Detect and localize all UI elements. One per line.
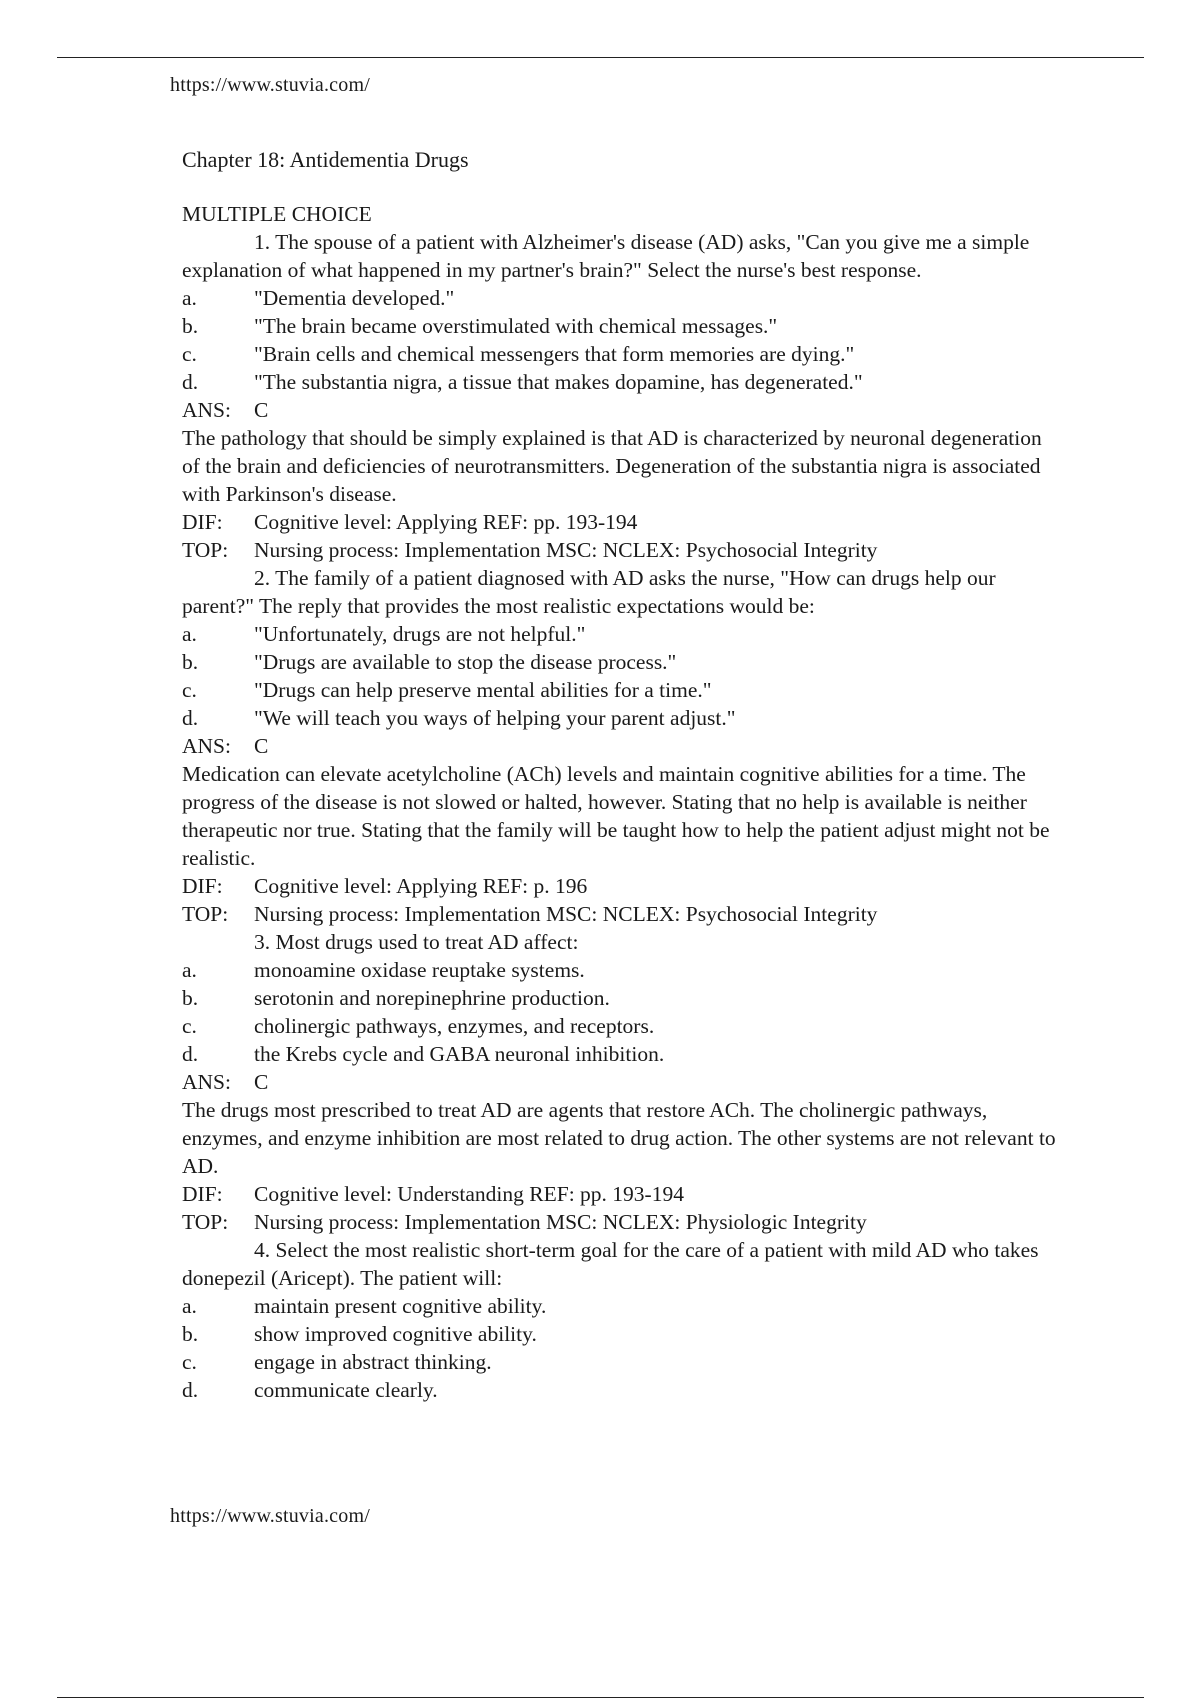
question-3 bbox=[182, 928, 1062, 1236]
option-a bbox=[182, 284, 1062, 312]
dif-value: Cognitive level: Applying REF: p. 196 bbox=[254, 874, 588, 898]
option-letter: c. bbox=[182, 342, 197, 366]
chapter-title: Chapter 18: Antidementia Drugs bbox=[182, 147, 469, 172]
answer-line bbox=[182, 732, 1062, 760]
option-c bbox=[182, 1012, 1062, 1040]
top-value: Nursing process: Implementation MSC: NCLEX: Psychosocial Integrity bbox=[254, 538, 878, 562]
answer-label: ANS: bbox=[182, 734, 231, 758]
option-b bbox=[182, 1320, 1062, 1348]
option-text: show improved cognitive ability. bbox=[254, 1322, 537, 1346]
dif-label: DIF: bbox=[182, 1182, 223, 1206]
option-letter: b. bbox=[182, 650, 199, 674]
dif-label: DIF: bbox=[182, 874, 223, 898]
dif-value: Cognitive level: Applying REF: pp. 193-194 bbox=[254, 510, 638, 534]
dif-line bbox=[182, 508, 1062, 536]
top-label: TOP: bbox=[182, 902, 229, 926]
document-body bbox=[182, 200, 1062, 1404]
option-b bbox=[182, 312, 1062, 340]
top-line bbox=[182, 536, 1062, 564]
dif-value: Cognitive level: Understanding REF: pp. 193-194 bbox=[254, 1182, 684, 1206]
answer-value: C bbox=[254, 734, 269, 758]
option-text: cholinergic pathways, enzymes, and receptors. bbox=[254, 1014, 655, 1038]
option-text: the Krebs cycle and GABA neuronal inhibition. bbox=[254, 1042, 665, 1066]
section-label: MULTIPLE CHOICE bbox=[182, 202, 372, 226]
option-text: "Drugs can help preserve mental abilities for a time." bbox=[254, 678, 712, 702]
top-label: TOP: bbox=[182, 1210, 229, 1234]
rationale: The pathology that should be simply explained is that AD is characterized by neuronal degeneration of the brain and deficiencies of neurotransmitters. Degeneration of the substantia nigra is associated with Parkinson's disease. bbox=[182, 426, 1042, 506]
option-letter: c. bbox=[182, 1350, 197, 1374]
option-text: "Dementia developed." bbox=[254, 286, 455, 310]
question-stem: 4. Select the most realistic short-term goal for the care of a patient with mild AD who takes donepezil (Aricept). The patient will: bbox=[182, 1238, 1039, 1290]
option-text: serotonin and norepinephrine production. bbox=[254, 986, 610, 1010]
option-letter: b. bbox=[182, 986, 199, 1010]
top-line bbox=[182, 900, 1062, 928]
option-letter: a. bbox=[182, 958, 197, 982]
top-value: Nursing process: Implementation MSC: NCLEX: Psychosocial Integrity bbox=[254, 902, 878, 926]
option-a bbox=[182, 1292, 1062, 1320]
top-label: TOP: bbox=[182, 538, 229, 562]
top-line bbox=[182, 1208, 1062, 1236]
option-c bbox=[182, 676, 1062, 704]
top-value: Nursing process: Implementation MSC: NCLEX: Physiologic Integrity bbox=[254, 1210, 867, 1234]
bottom-rule bbox=[57, 1697, 1144, 1698]
option-text: communicate clearly. bbox=[254, 1378, 438, 1402]
rationale: Medication can elevate acetylcholine (ACh) levels and maintain cognitive abilities for a time. The progress of the disease is not slowed or halted, however. Stating that no help is available is neither therapeutic nor true. Stating that the family will be taught how to help the patient adjust might not be realistic. bbox=[182, 762, 1050, 870]
option-d bbox=[182, 1376, 1062, 1404]
option-c bbox=[182, 340, 1062, 368]
option-text: "Drugs are available to stop the disease process." bbox=[254, 650, 677, 674]
option-text: "Brain cells and chemical messengers that form memories are dying." bbox=[254, 342, 855, 366]
answer-label: ANS: bbox=[182, 1070, 231, 1094]
answer-value: C bbox=[254, 1070, 269, 1094]
option-letter: a. bbox=[182, 1294, 197, 1318]
dif-line bbox=[182, 1180, 1062, 1208]
footer-url[interactable]: https://www.stuvia.com/ bbox=[170, 1505, 370, 1527]
question-stem: 3. Most drugs used to treat AD affect: bbox=[254, 930, 579, 954]
dif-label: DIF: bbox=[182, 510, 223, 534]
answer-line bbox=[182, 1068, 1062, 1096]
option-c bbox=[182, 1348, 1062, 1376]
option-letter: a. bbox=[182, 286, 197, 310]
option-text: "The brain became overstimulated with chemical messages." bbox=[254, 314, 778, 338]
option-d bbox=[182, 1040, 1062, 1068]
question-stem: 1. The spouse of a patient with Alzheimer's disease (AD) asks, "Can you give me a simple explanation of what happened in my partner's brain?" Select the nurse's best response. bbox=[182, 230, 1030, 282]
question-1 bbox=[182, 228, 1062, 564]
option-b bbox=[182, 984, 1062, 1012]
question-2 bbox=[182, 564, 1062, 928]
answer-line bbox=[182, 396, 1062, 424]
top-rule bbox=[57, 57, 1144, 58]
question-4 bbox=[182, 1236, 1062, 1404]
answer-value: C bbox=[254, 398, 269, 422]
option-d bbox=[182, 704, 1062, 732]
option-a bbox=[182, 620, 1062, 648]
option-text: maintain present cognitive ability. bbox=[254, 1294, 547, 1318]
option-a bbox=[182, 956, 1062, 984]
option-text: "Unfortunately, drugs are not helpful." bbox=[254, 622, 586, 646]
dif-line bbox=[182, 872, 1062, 900]
option-letter: d. bbox=[182, 706, 199, 730]
option-text: "We will teach you ways of helping your parent adjust." bbox=[254, 706, 736, 730]
option-letter: d. bbox=[182, 1378, 199, 1402]
option-letter: b. bbox=[182, 314, 199, 338]
option-letter: c. bbox=[182, 678, 197, 702]
option-text: engage in abstract thinking. bbox=[254, 1350, 492, 1374]
rationale: The drugs most prescribed to treat AD are agents that restore ACh. The cholinergic pathways, enzymes, and enzyme inhibition are most related to drug action. The other systems are not relevant to AD. bbox=[182, 1098, 1056, 1178]
question-stem: 2. The family of a patient diagnosed with AD asks the nurse, "How can drugs help our parent?" The reply that provides the most realistic expectations would be: bbox=[182, 566, 996, 618]
option-text: monoamine oxidase reuptake systems. bbox=[254, 958, 585, 982]
option-letter: a. bbox=[182, 622, 197, 646]
option-text: "The substantia nigra, a tissue that makes dopamine, has degenerated." bbox=[254, 370, 863, 394]
answer-label: ANS: bbox=[182, 398, 231, 422]
option-letter: b. bbox=[182, 1322, 199, 1346]
option-letter: d. bbox=[182, 370, 199, 394]
option-d bbox=[182, 368, 1062, 396]
header-url[interactable]: https://www.stuvia.com/ bbox=[170, 74, 370, 96]
option-b bbox=[182, 648, 1062, 676]
option-letter: c. bbox=[182, 1014, 197, 1038]
option-letter: d. bbox=[182, 1042, 199, 1066]
